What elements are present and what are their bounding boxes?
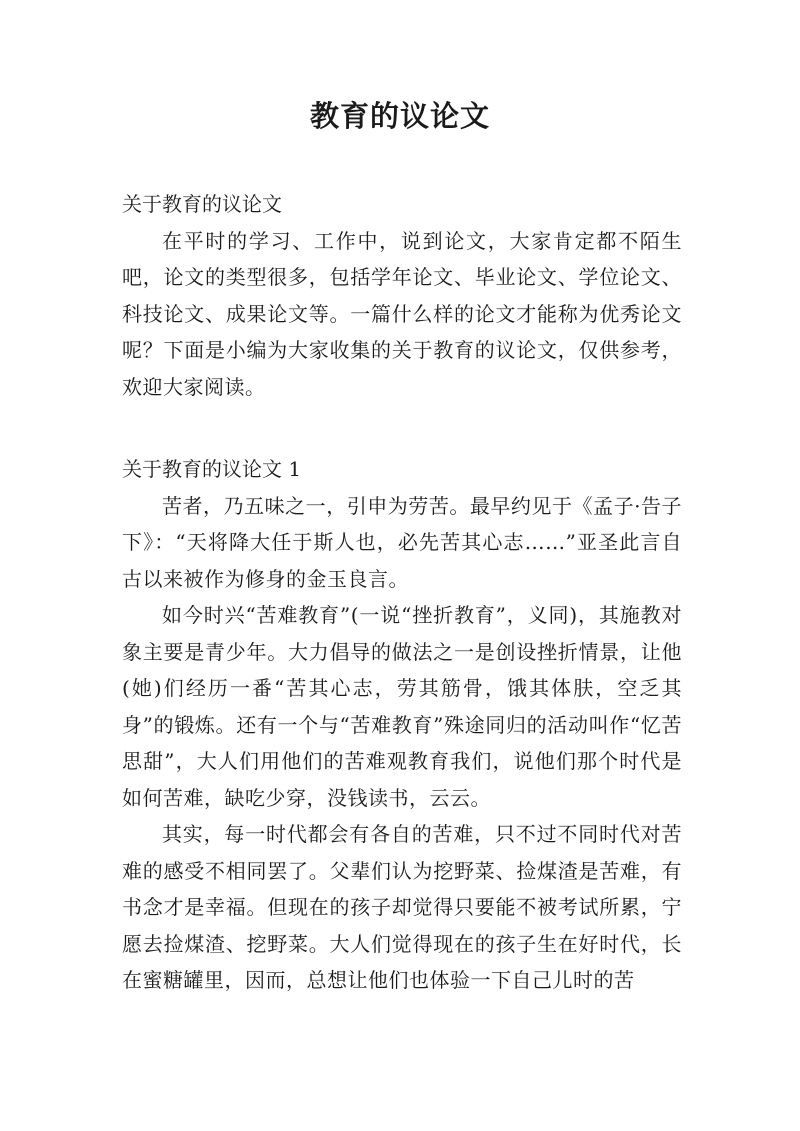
body-paragraph: 在平时的学习、工作中，说到论文，大家肯定都不陌生吧，论文的类型很多，包括学年论文、毕业论文、学位论文、科技论文、成果论文等。一篇什么样的论文才能称为优秀论文呢？下面是小编为大家收集的关于教育的议论文，仅供参考，欢迎大家阅读。	[122, 228, 682, 399]
body-paragraph: 其实，每一时代都会有各自的苦难，只不过不同时代对苦难的感受不相同罢了。父辈们认为挖野菜、捡煤渣是苦难，有书念才是幸福。但现在的孩子却觉得只要能不被考试所累，宁愿去捡煤渣、挖野菜。大人们觉得现在的孩子生在好时代，长在蜜糖罐里，因而，总想让他们也体验一下自己儿时的苦	[122, 822, 682, 992]
section-intro	[122, 186, 682, 405]
document-body	[122, 186, 682, 999]
section-essay-1	[122, 451, 682, 999]
body-paragraph: 苦者，乃五味之一，引申为劳苦。最早约见于《孟子·告子下》：“天将降大任于斯人也，必先苦其心志……”亚圣此言自古以来被作为修身的金玉良言。	[122, 493, 682, 591]
section-heading: 关于教育的议论文	[122, 192, 282, 216]
section-spacer	[122, 405, 682, 451]
section-heading: 关于教育的议论文 1	[122, 457, 302, 481]
body-paragraph: 如今时兴“苦难教育”(一说“挫折教育”，义同)，其施教对象主要是青少年。大力倡导的做法之一是创设挫折情景，让他(她)们经历一番“苦其心志，劳其筋骨，饿其体肤，空乏其身”的锻炼。还有一个与“苦难教育”殊途同归的活动叫作“忆苦思甜”，大人们用他们的苦难观教育我们，说他们那个时代是如何苦难，缺吃少穿，没钱读书，云云。	[122, 603, 682, 810]
document-title: 教育的议论文	[309, 99, 490, 133]
